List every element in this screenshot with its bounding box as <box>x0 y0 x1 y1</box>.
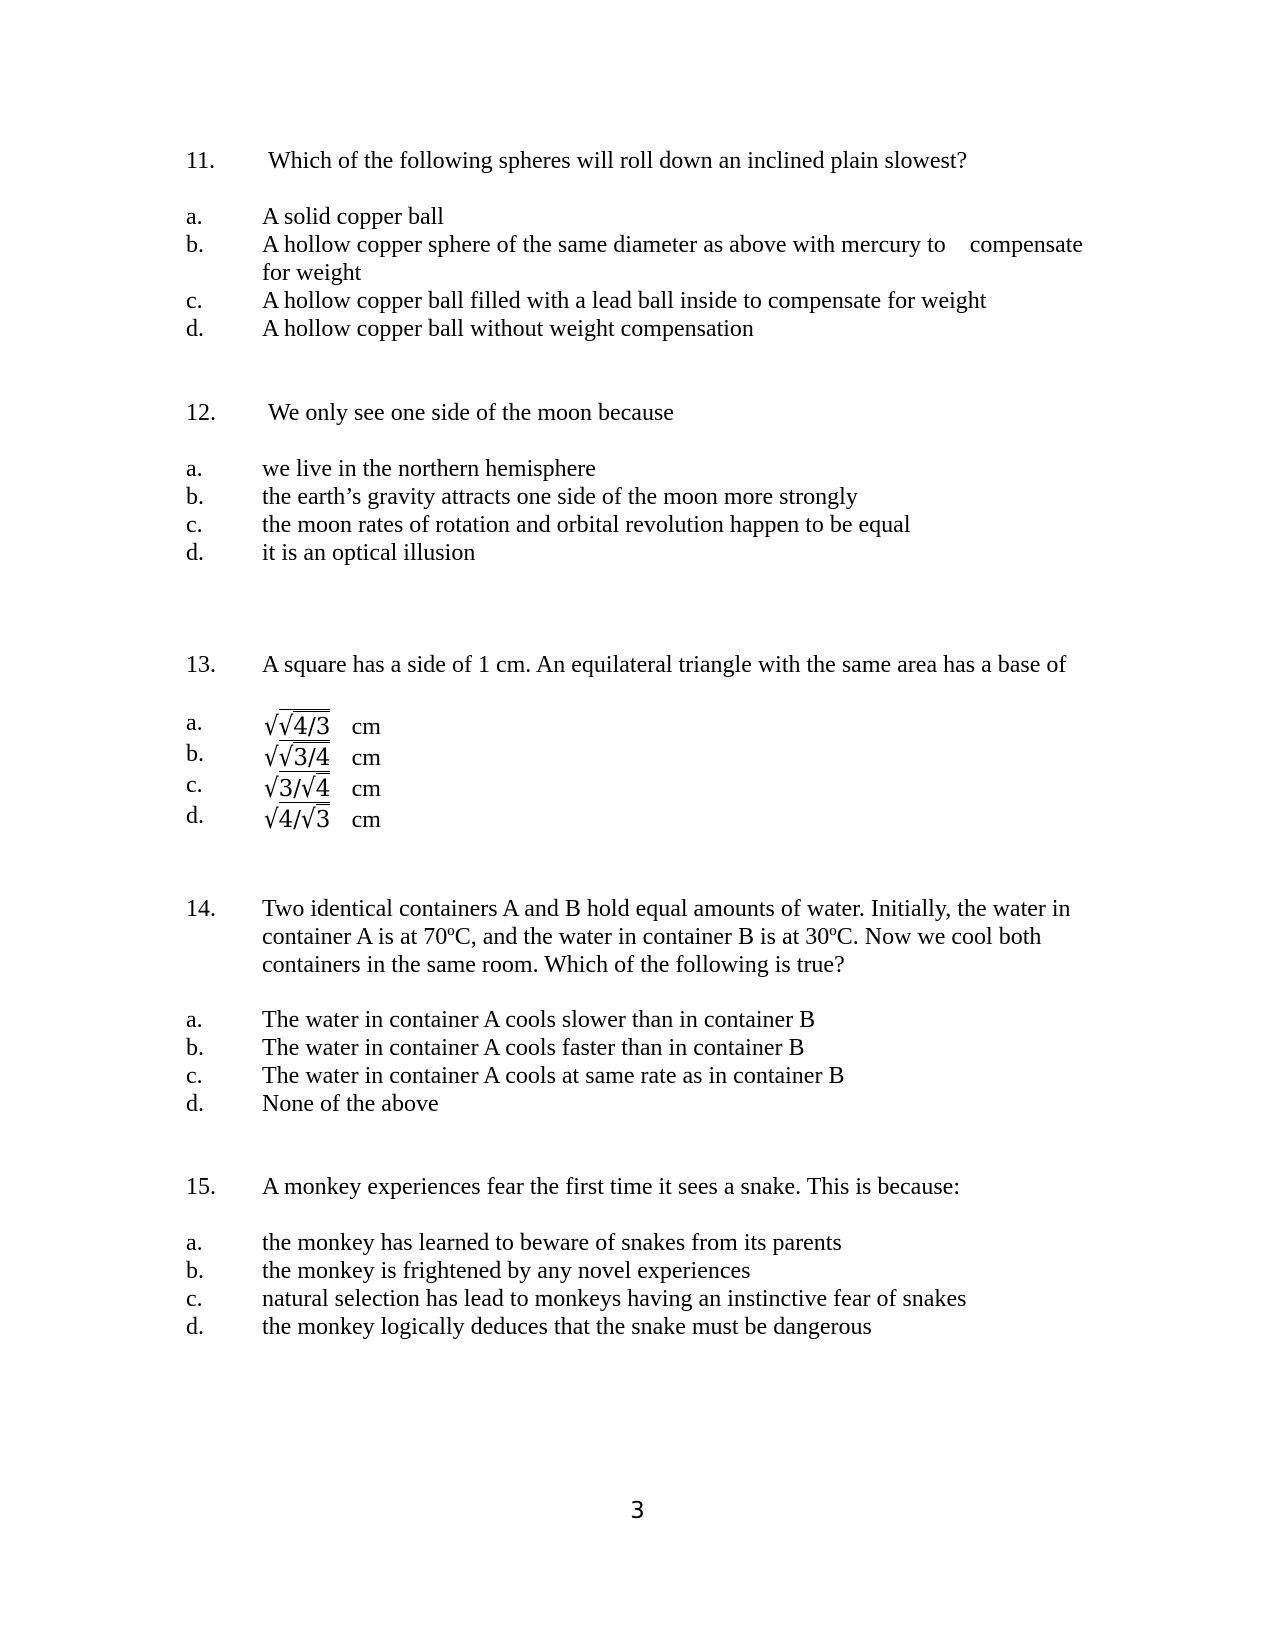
option-letter: a. <box>186 1007 203 1033</box>
inner-sqrt-symbol: √ <box>278 743 294 773</box>
question-number: 11. <box>186 148 216 174</box>
question-text-line-3: containers in the same room. Which of the following is true? <box>262 952 845 978</box>
sqrt-symbol: √ <box>264 805 279 835</box>
option-letter: d. <box>186 540 204 566</box>
page-number: 3 <box>630 1498 645 1524</box>
sqrt-symbol: √ <box>264 774 279 804</box>
option-letter: b. <box>186 741 204 767</box>
question-text: A monkey experiences fear the first time it sees a snake. This is because: <box>262 1174 960 1200</box>
unit: cm <box>351 745 381 771</box>
option-text: the monkey has learned to beware of snakes from its parents <box>262 1230 842 1256</box>
unit: cm <box>351 714 381 740</box>
inner-radicand: 4/3 <box>293 711 330 741</box>
option-letter: b. <box>186 484 204 510</box>
option-letter: a. <box>186 204 203 230</box>
option-letter: d. <box>186 803 204 829</box>
option-text: The water in container A cools slower than in container B <box>262 1007 816 1033</box>
numerator: 4 <box>293 714 308 740</box>
option-letter: c. <box>186 1063 203 1089</box>
option-letter: b. <box>186 1035 204 1061</box>
option-text: A hollow copper sphere of the same diameter as above with mercury to compensate <box>262 232 1084 258</box>
math-expression <box>264 771 381 803</box>
sqrt-symbol: √ <box>264 743 279 773</box>
denominator: 3 <box>315 714 331 740</box>
option-text: the monkey logically deduces that the snake must be dangerous <box>262 1314 872 1340</box>
option-letter: b. <box>186 232 204 258</box>
option-text: the monkey is frightened by any novel experiences <box>262 1258 751 1284</box>
question-number: 14. <box>186 896 216 922</box>
inner-sqrt-symbol: √ <box>278 712 294 742</box>
option-text: it is an optical illusion <box>262 540 476 566</box>
option-letter: c. <box>186 288 203 314</box>
math-expression <box>264 802 381 834</box>
option-text: A hollow copper ball without weight compensation <box>262 316 754 342</box>
unit: cm <box>351 776 381 802</box>
option-letter: b. <box>186 1258 204 1284</box>
option-text: A solid copper ball <box>262 204 444 230</box>
math-expression <box>264 740 381 772</box>
option-letter: a. <box>186 1230 203 1256</box>
denominator: 4 <box>315 745 331 771</box>
option-letter: c. <box>186 772 203 798</box>
option-text: we live in the northern hemisphere <box>262 456 596 482</box>
option-text: the earth’s gravity attracts one side of the moon more strongly <box>262 484 858 510</box>
numerator: 3 <box>293 745 308 771</box>
inner-radicand: 3/4 <box>293 742 330 772</box>
question-number: 12. <box>186 400 216 426</box>
radicand <box>279 740 331 772</box>
option-letter: d. <box>186 316 204 342</box>
radicand <box>279 709 331 741</box>
math-expression <box>264 709 381 741</box>
question-number: 13. <box>186 652 216 678</box>
numerator: 3 <box>278 776 294 802</box>
radicand: 3/√4 <box>279 771 331 803</box>
option-text: The water in container A cools faster than in container B <box>262 1035 805 1061</box>
option-letter: c. <box>186 1286 203 1312</box>
option-letter: a. <box>186 456 203 482</box>
sqrt-symbol: √ <box>264 712 279 742</box>
denominator: 3 <box>316 804 331 834</box>
numerator: 4 <box>278 807 294 833</box>
option-text-continuation: for weight <box>262 260 362 286</box>
option-letter: a. <box>186 710 203 736</box>
option-letter: d. <box>186 1314 204 1340</box>
radicand: 4/√3 <box>279 802 331 834</box>
question-text: Which of the following spheres will roll down an inclined plain slowest? <box>268 148 968 174</box>
inner-sqrt-symbol: √ <box>301 774 316 804</box>
option-letter: c. <box>186 512 203 538</box>
option-text: the moon rates of rotation and orbital revolution happen to be equal <box>262 512 911 538</box>
option-text: A hollow copper ball filled with a lead ball inside to compensate for weight <box>262 288 987 314</box>
unit: cm <box>351 807 381 833</box>
question-text: A square has a side of 1 cm. An equilateral triangle with the same area has a base of <box>262 652 1067 678</box>
question-text-line-2: container A is at 70ºC, and the water in container B is at 30ºC. Now we cool both <box>262 924 1042 950</box>
inner-sqrt-symbol: √ <box>301 805 316 835</box>
option-letter: d. <box>186 1091 204 1117</box>
question-text: We only see one side of the moon because <box>268 400 674 426</box>
option-text: None of the above <box>262 1091 439 1117</box>
denominator: 4 <box>316 773 331 803</box>
question-text-line-1: Two identical containers A and B hold equal amounts of water. Initially, the water in <box>262 896 1071 922</box>
question-number: 15. <box>186 1174 216 1200</box>
option-text: The water in container A cools at same rate as in container B <box>262 1063 845 1089</box>
option-text: natural selection has lead to monkeys having an instinctive fear of snakes <box>262 1286 967 1312</box>
